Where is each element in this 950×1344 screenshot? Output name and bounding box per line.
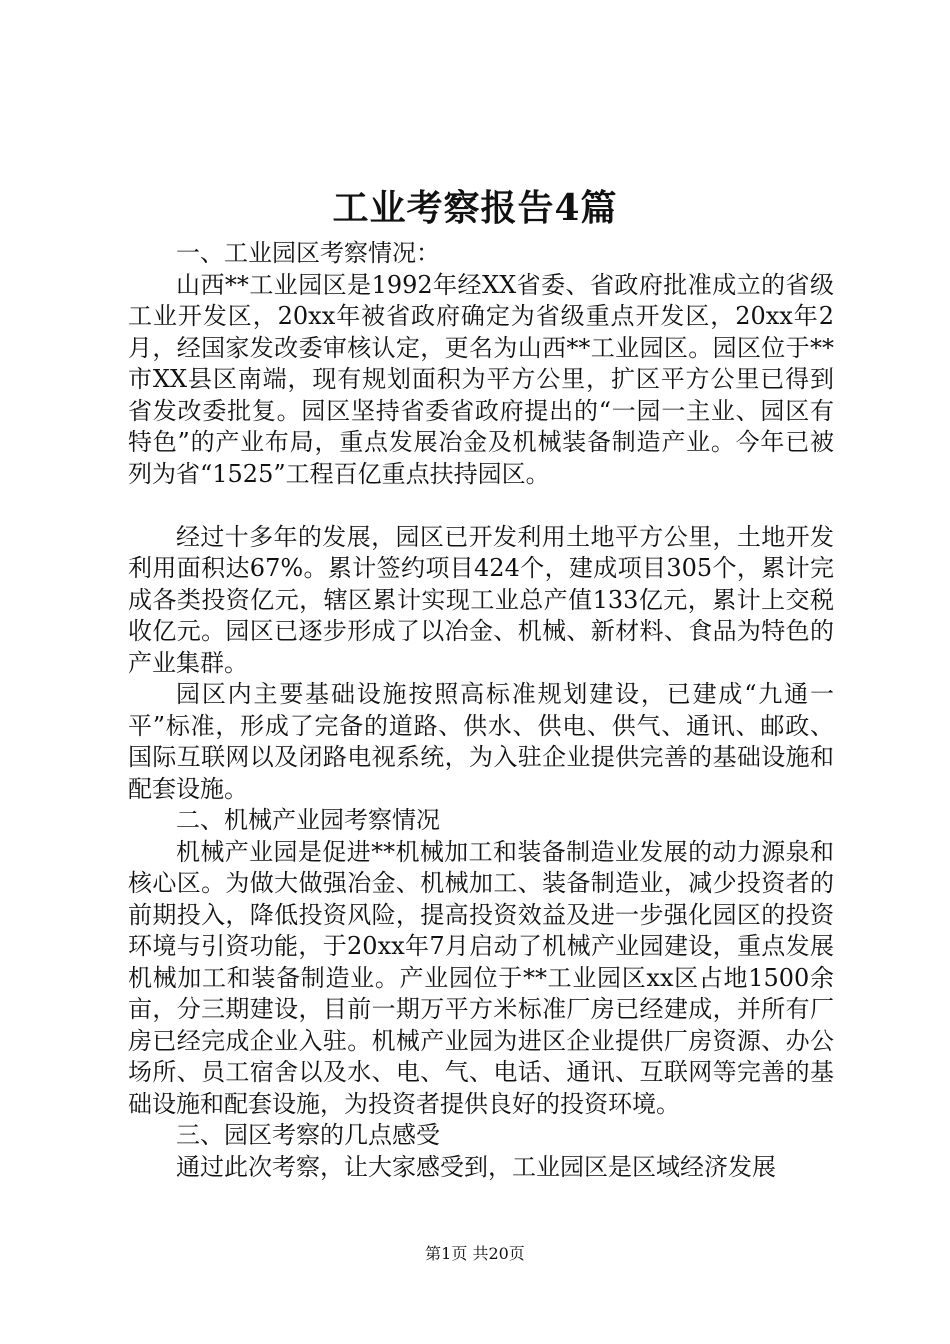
section-heading-2: 二、机械产业园考察情况 bbox=[176, 806, 440, 834]
document-title: 工业考察报告4篇 bbox=[332, 187, 618, 229]
document-body bbox=[128, 238, 834, 1183]
paragraph-park-intro: 山西**工业园区是1992年经XX省委、省政府批准成立的省级工业开发区，20xx年被省政府确定为省级重点开发区，20xx年2月，经国家发改委审核认定，更名为山西**工业园区。园区位于**市XX县区南端，现有规划面积为平方公里，扩区平方公里已得到省发改委批复。园区坚持省委省政府提出的“一园一主业、园区有特色”的产业布局，重点发展冶金及机械装备制造产业。今年已被列为省“1525”工程百亿重点扶持园区。 bbox=[128, 270, 834, 488]
paragraph-infrastructure: 园区内主要基础设施按照高标准规划建设，已建成“九通一平”标准，形成了完备的道路、供水、供电、供气、通讯、邮政、国际互联网以及闭路电视系统，为入驻企业提供完善的基础设施和配套设施。 bbox=[128, 680, 834, 803]
page-number: 第1页 共20页 bbox=[425, 1244, 525, 1263]
paragraph-impressions: 通过此次考察，让大家感受到，工业园区是区域经济发展 bbox=[176, 1152, 776, 1181]
section-heading-3: 三、园区考察的几点感受 bbox=[176, 1121, 440, 1149]
paragraph-development: 经过十多年的发展，园区已开发利用土地平方公里，土地开发利用面积达67%。累计签约项目424个，建成项目305个，累计完成各类投资亿元，辖区累计实现工业总产值133亿元，累计上交税收亿元。园区已逐步形成了以冶金、机械、新材料、食品为特色的产业集群。 bbox=[128, 522, 834, 677]
section-heading-1: 一、工业园区考察情况： bbox=[176, 239, 440, 267]
paragraph-machinery-park: 机械产业园是促进**机械加工和装备制造业发展的动力源泉和核心区。为做大做强冶金、机械加工、装备制造业，减少投资者的前期投入，降低投资风险，提高投资效益及进一步强化园区的投资环境与引资功能，于20xx年7月启动了机械产业园建设，重点发展机械加工和装备制造业。产业园位于**工业园区xx区占地1500余亩，分三期建设，目前一期万平方米标准厂房已经建成，并所有厂房已经完成企业入驻。机械产业园为进区企业提供厂房资源、办公场所、员工宿舍以及水、电、气、电话、通讯、互联网等完善的基础设施和配套设施，为投资者提供良好的投资环境。 bbox=[128, 837, 834, 1118]
